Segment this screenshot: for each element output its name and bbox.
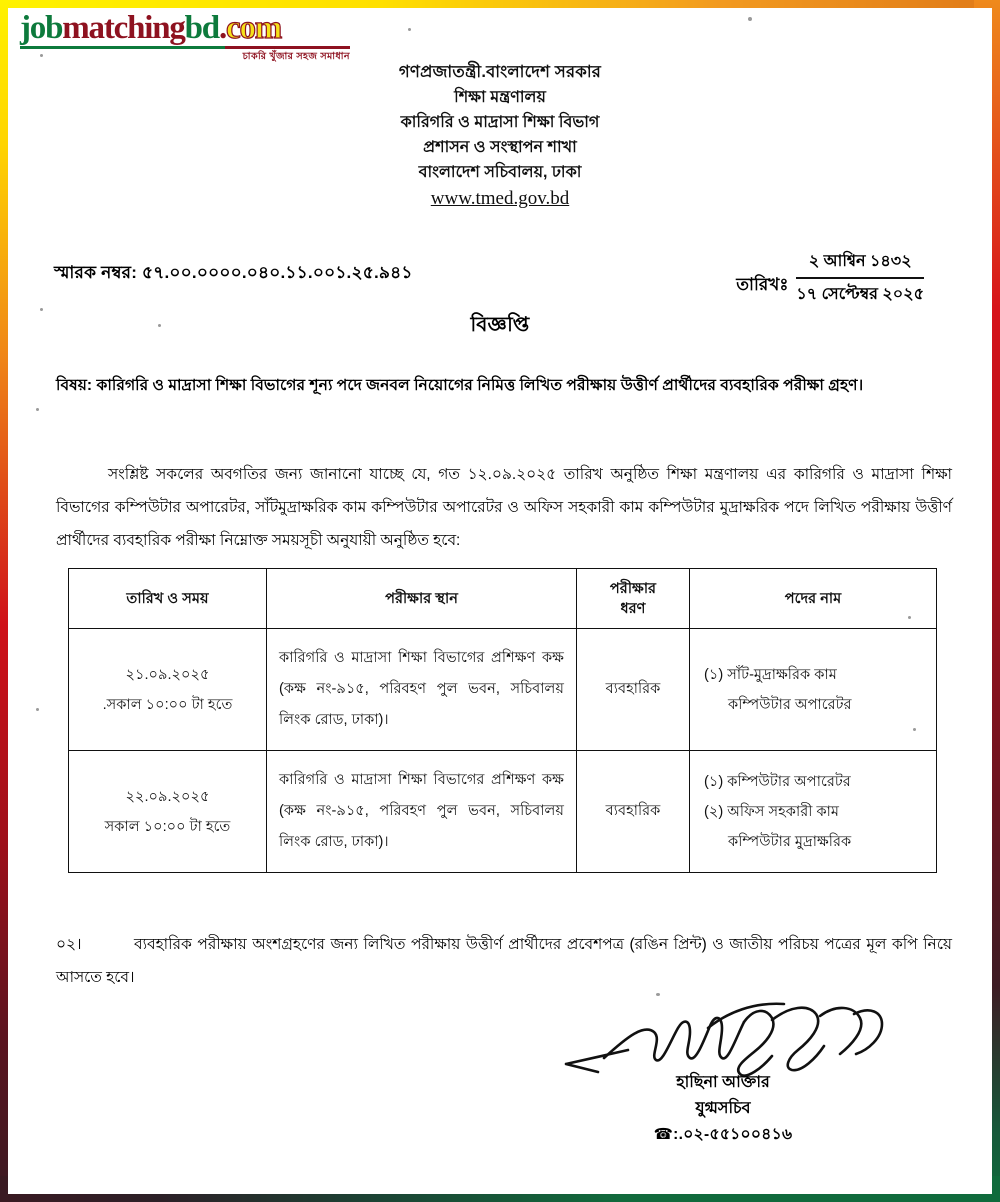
column-header-post-name: পদের নাম	[690, 569, 937, 629]
cell-exam-type: ব্যবহারিক	[577, 629, 690, 751]
date-bangla-calendar: ২ আশ্বিন ১৪৩২	[796, 248, 924, 279]
row2-post-line1: (১) কম্পিউটার অপারেটর	[704, 773, 851, 790]
logo-underline-red	[225, 46, 350, 49]
handwritten-signature	[558, 1008, 888, 1070]
cell-post-name	[690, 629, 937, 751]
logo-text-dot: .	[218, 10, 227, 46]
date-stack	[796, 248, 924, 308]
column-header-venue: পরীক্ষার স্থান	[267, 569, 577, 629]
scan-speck	[913, 728, 916, 731]
table-row	[69, 751, 937, 873]
logo-text-job: job	[20, 10, 63, 46]
exam-schedule-table	[68, 568, 937, 873]
page-title: বিজ্ঞপ্তি	[470, 314, 530, 336]
header-line-ministry: শিক্ষা মন্ত্রণালয়	[454, 89, 546, 106]
site-logo[interactable]	[20, 12, 360, 65]
signatory-designation: যুগ্মসচিব	[695, 1100, 751, 1117]
row1-time: .সকাল ১০:০০ টা হতে	[102, 696, 233, 713]
paragraph-2-text: ব্যবহারিক পরীক্ষায় অংশগ্রহণের জন্য লিখিত পরীক্ষায় উত্তীর্ণ প্রার্থীদের প্রবেশপত্র (রঙিন প্রিন্ট) ও জাতীয় পরিচয় পত্রের মূল কপি নিয়ে আসতে হবে।	[56, 936, 952, 986]
column-header-date-time: তারিখ ও সময়	[69, 569, 267, 629]
logo-text-bd: bd	[184, 10, 219, 46]
paragraph-number: ০২।	[56, 936, 82, 953]
site-tagline: চাকরি খুঁজার সহজ সমাধান	[242, 50, 350, 62]
row2-post-line3: (২) অফিস সহকারী কাম	[704, 803, 839, 820]
column-header-exam-type-line1: পরীক্ষার	[609, 580, 657, 597]
document-sheet	[8, 8, 992, 1194]
cell-date-time	[69, 751, 267, 873]
scan-speck	[408, 28, 411, 31]
scan-speck	[158, 324, 161, 327]
scan-speck	[40, 308, 43, 311]
scan-speck	[36, 408, 39, 411]
cell-venue: কারিগরি ও মাদ্রাসা শিক্ষা বিভাগের প্রশিক্ষণ কক্ষ (কক্ষ নং-৯১৫, পরিবহণ পুল ভবন, সচিবালয় লিংক রোড, ঢাকা)।	[267, 629, 577, 751]
scan-speck	[748, 17, 752, 21]
row2-post-line4: কম্পিউটার মুদ্রাক্ষরিক	[728, 833, 852, 850]
row1-post-line2: কম্পিউটার অপারেটর	[728, 696, 852, 713]
cell-date-time	[69, 629, 267, 751]
header-line-republic: গণপ্রজাতন্ত্রী.বাংলাদেশ সরকার	[398, 63, 602, 81]
row1-post-line1: (১) সাঁট-মুদ্রাক্ষরিক কাম	[704, 666, 837, 683]
government-header	[8, 60, 992, 213]
signatory-name: হাছিনা আক্তার	[676, 1074, 770, 1091]
subject-line	[56, 370, 948, 402]
table-row	[69, 629, 937, 751]
logo-underline-green	[20, 46, 225, 49]
signatory-phone: ☎:.০২-৫৫১০০৪১৬	[653, 1126, 793, 1143]
site-logo-wordmark	[20, 12, 360, 45]
cell-venue: কারিগরি ও মাদ্রাসা শিক্ষা বিভাগের প্রশিক্ষণ কক্ষ (কক্ষ নং-৯১৫, পরিবহণ পুল ভবন, সচিবালয় লিংক রোড, ঢাকা)।	[267, 751, 577, 873]
scan-speck	[656, 993, 660, 996]
memo-date-block	[736, 248, 924, 308]
logo-text-matching: matching	[62, 10, 185, 46]
subject-text: কারিগরি ও মাদ্রাসা শিক্ষা বিভাগের শূন্য পদে জনবল নিয়োগের নিমিত্ত লিখিত পরীক্ষায় উত্তীর্ণ প্রার্থীদের ব্যবহারিক পরীক্ষা গ্রহণ।	[96, 377, 864, 394]
header-line-address: বাংলাদেশ সচিবালয়, ঢাকা	[418, 164, 582, 181]
header-line-division: কারিগরি ও মাদ্রাসা শিক্ষা বিভাগ	[400, 114, 600, 131]
row1-date: ২১.০৯.২০২৫	[125, 666, 210, 683]
body-paragraph-1: সংশ্লিষ্ট সকলের অবগতির জন্য জানানো যাচ্ছে যে, গত ১২.০৯.২০২৫ তারিখ অনুষ্ঠিত শিক্ষা মন্ত্রণালয় এর কারিগরি ও মাদ্রাসা শিক্ষা বিভাগের কম্পিউটার অপারেটর, সাঁটমুদ্রাক্ষরিক কাম কম্পিউটার অপারেটর ও অফিস সহকারী কাম কম্পিউটার মুদ্রাক্ষরিক পদে লিখিত পরীক্ষায় উত্তীর্ণ প্রার্থীদের ব্যবহারিক পরীক্ষা নিম্নোক্ত সময়সূচী অনুযায়ী অনুষ্ঠিত হবে:	[56, 466, 952, 549]
cell-exam-type: ব্যবহারিক	[577, 751, 690, 873]
subject-label: বিষয়:	[56, 377, 93, 394]
memo-number: স্মারক নম্বর: ৫৭.০০.০০০০.০৪০.১১.০০১.২৫.৯৪১	[54, 263, 413, 282]
scan-speck	[908, 616, 911, 619]
signature-block	[558, 1008, 888, 1148]
date-label: তারিখঃ	[736, 274, 789, 294]
scan-speck	[40, 54, 43, 57]
header-website-link[interactable]: www.tmed.gov.bd	[430, 188, 570, 209]
row2-time: সকাল ১০:০০ টা হতে	[104, 818, 231, 835]
row2-date: ২২.০৯.২০২৫	[125, 788, 210, 805]
column-header-exam-type	[577, 569, 690, 629]
body-paragraph-2	[56, 928, 952, 994]
logo-text-com: com	[226, 10, 282, 46]
memo-row	[8, 253, 992, 303]
header-line-branch: প্রশাসন ও সংস্থাপন শাখা	[423, 139, 577, 156]
scan-speck	[36, 708, 39, 711]
cell-post-name	[690, 751, 937, 873]
date-gregorian: ১৭ সেপ্টেম্বর ২০২৫	[796, 286, 924, 303]
table-header-row	[69, 569, 937, 629]
column-header-exam-type-line2: ধরণ	[620, 600, 646, 617]
